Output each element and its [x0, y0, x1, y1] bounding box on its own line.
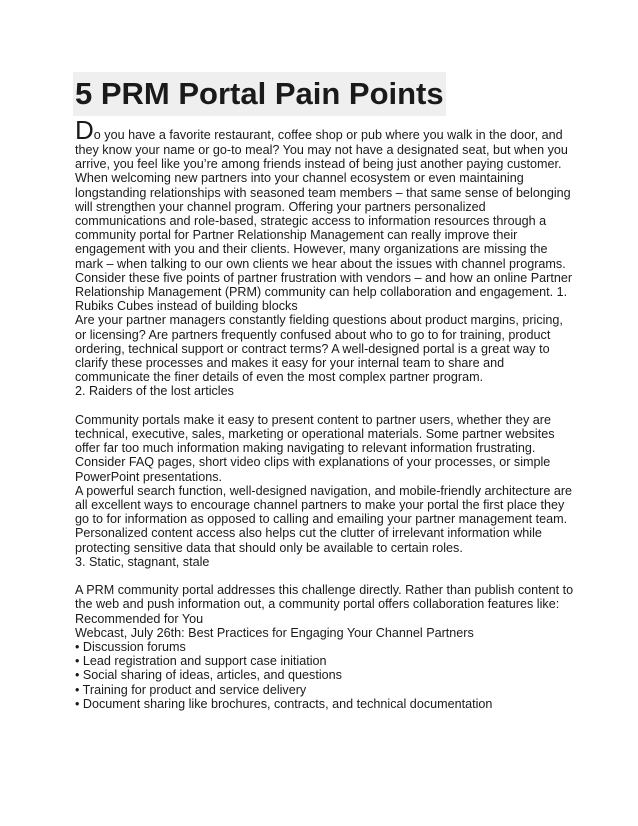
bullet-item: • Lead registration and support case initiation [75, 654, 327, 669]
webcast-line: Webcast, July 26th: Best Practices for Engaging Your Channel Partners [75, 625, 474, 640]
drop-cap: D [75, 115, 94, 145]
bullet-item: • Document sharing like brochures, contracts, and technical documentation [75, 696, 493, 711]
bullet-item: • Discussion forums [75, 640, 186, 655]
intro-paragraph [75, 117, 575, 313]
bullet-item: • Training for product and service delivery [75, 682, 307, 697]
article-body [75, 117, 575, 711]
section2-paragraph-1: Community portals make it easy to present content to partner users, whether they are technical, executive, sales, marketing or operational materials. Some partner websites offer far too much information making navigating to relevant information frustrating. Consider FAQ pages, short video clips with explanations of your processes, or simple PowerPoint presentations. [75, 412, 555, 484]
page-title: 5 PRM Portal Pain Points [73, 72, 446, 116]
intro-text: o you have a favorite restaurant, coffee shop or pub where you walk in the door, and they know your name or go-to meal? You may not have a designated seat, but when you arrive, you feel like you’re among friends instead of being just another paying customer. When welcoming new partners into your channel ecosystem or even maintaining longstanding relationships with seasoned team members – that same sense of belonging will strengthen your channel program. Offering your partners personalized communications and role-based, strategic access to information resources through a community portal for Partner Relationship Management can really improve their engagement with you and their clients. However, many organizations are missing the mark – when talking to our own clients we hear about the issues with channel programs. Consider these five points of partner frustration with vendors – and how an online Partner Relationship Management (PRM) community can help collaboration and engagement. 1. Rubiks Cubes instead of building blocks [75, 128, 573, 314]
section1-paragraph: Are your partner managers constantly fielding questions about product margins, pricing, or licensing? Are partners frequently confused about who to go to for training, product ordering, technical support or contract terms? A well-designed portal is a great way to clarify these processes and makes it easy for your internal team to share and communicate the finer details of even the most complex partner program. [75, 313, 563, 385]
section2-heading: 2. Raiders of the lost articles [75, 384, 234, 399]
blank-line [75, 569, 575, 583]
section3-paragraph: A PRM community portal addresses this challenge directly. Rather than publish content to the web and push information out, a community portal offers collaboration features like: [75, 583, 574, 612]
blank-line [75, 399, 575, 413]
section3-heading: 3. Static, stagnant, stale [75, 554, 210, 569]
section2-paragraph-2: A powerful search function, well-designed navigation, and mobile-friendly architecture are all excellent ways to encourage channel partners to make your portal the first place they go to for information as opposed to calling and emailing your partner management team. Personalized content access also helps cut the clutter of irrelevant information while protecting sensitive data that should only be available to certain roles. [75, 483, 573, 555]
recommended-label: Recommended for You [75, 611, 204, 626]
bullet-item: • Social sharing of ideas, articles, and questions [75, 668, 342, 683]
